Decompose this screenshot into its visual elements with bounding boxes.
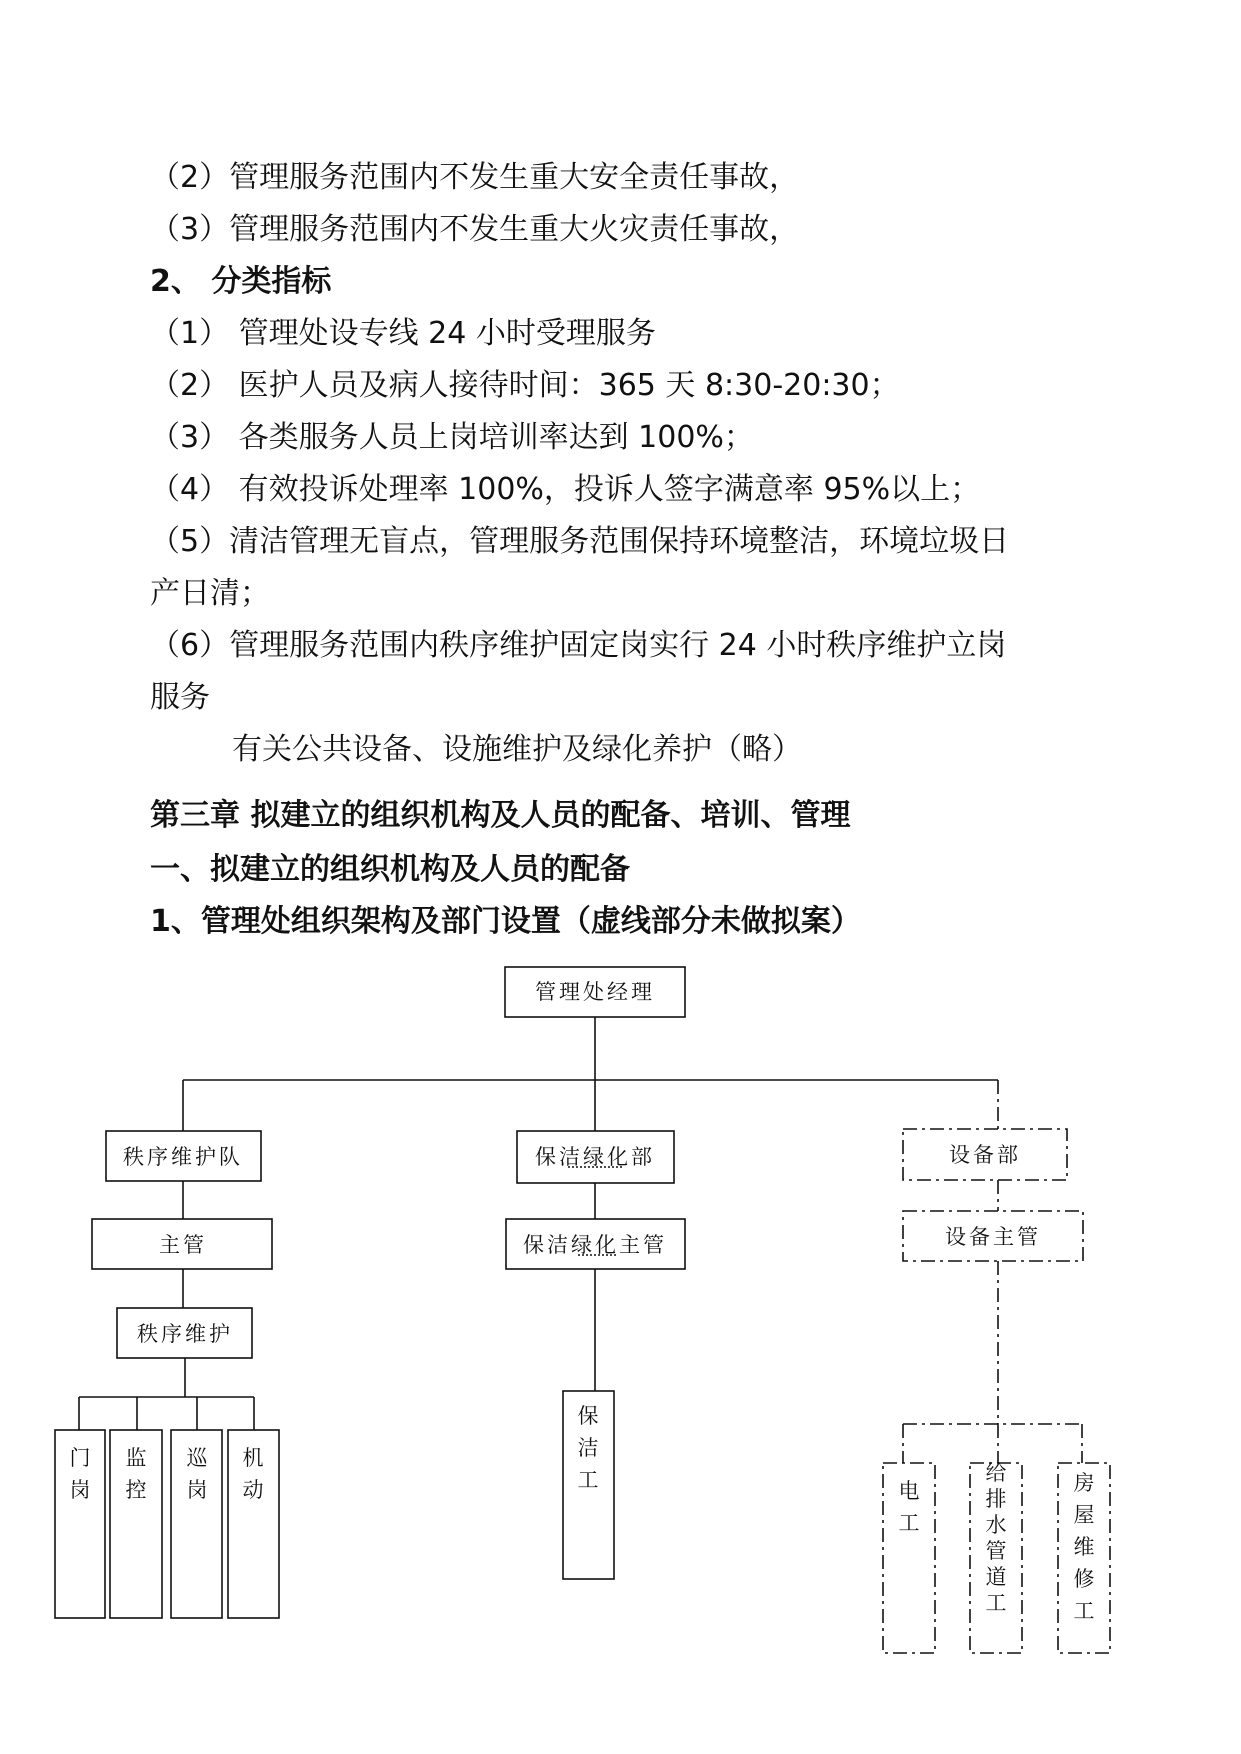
org-equipment-worker-2: 给排水管道工 <box>985 1461 1007 1615</box>
text-line-11: 有关公共设备、设施维护及绿化养护（略） <box>232 732 802 767</box>
org-security-post-2: 监控 <box>125 1446 147 1502</box>
text-line-5: （3） 各类服务人员上岗培训率达到 100%； <box>150 420 754 455</box>
text-line-3: （1） 管理处设专线 24 小时受理服务 <box>150 316 656 351</box>
text-line-9: （6）管理服务范围内秩序维护固定岗实行 24 小时秩序维护立岗 <box>150 628 1007 663</box>
org-cleaning-supervisor-label: 保洁绿化主管 <box>523 1233 667 1257</box>
org-equipment-worker-3: 房屋维修工 <box>1073 1471 1095 1623</box>
text-line-4: （2） 医护人员及病人接待时间：365 天 8:30-20:30； <box>150 368 900 403</box>
text-line-10: 服务 <box>150 680 210 715</box>
org-equipment-worker-1: 电工 <box>898 1479 920 1535</box>
org-security-supervisor-label: 主管 <box>159 1233 207 1257</box>
org-equipment-supervisor-label: 设备主管 <box>945 1225 1041 1249</box>
org-security-post-1: 门岗 <box>69 1446 91 1502</box>
org-equipment-dept-label: 设备部 <box>949 1143 1021 1167</box>
section-heading-org: 一、拟建立的组织机构及人员的配备 <box>150 852 630 887</box>
org-security-dept-label: 秩序维护队 <box>123 1145 243 1169</box>
org-security-post-3: 巡岗 <box>186 1446 208 1502</box>
section-heading-chart: 1、管理处组织架构及部门设置（虚线部分未做拟案） <box>150 904 861 939</box>
section-heading-classification: 2、 分类指标 <box>150 264 332 299</box>
org-security-post-4: 机动 <box>242 1446 264 1502</box>
text-line-6: （4） 有效投诉处理率 100%，投诉人签字满意率 95%以上； <box>150 472 981 507</box>
text-line-1: （2）管理服务范围内不发生重大安全责任事故， <box>150 160 800 195</box>
text-line-8: 产日清； <box>150 576 270 611</box>
text-line-2: （3）管理服务范围内不发生重大火灾责任事故， <box>150 212 800 247</box>
org-cleaning-worker: 保洁工 <box>577 1404 599 1492</box>
chapter-heading: 第三章 拟建立的组织机构及人员的配备、培训、管理 <box>150 798 851 833</box>
org-security-unit-label: 秩序维护 <box>137 1322 233 1346</box>
org-cleaning-dept-label: 保洁绿化部 <box>535 1145 655 1169</box>
org-root-label: 管理处经理 <box>535 980 655 1004</box>
text-line-7: （5）清洁管理无盲点，管理服务范围保持环境整洁，环境垃圾日 <box>150 524 1010 559</box>
